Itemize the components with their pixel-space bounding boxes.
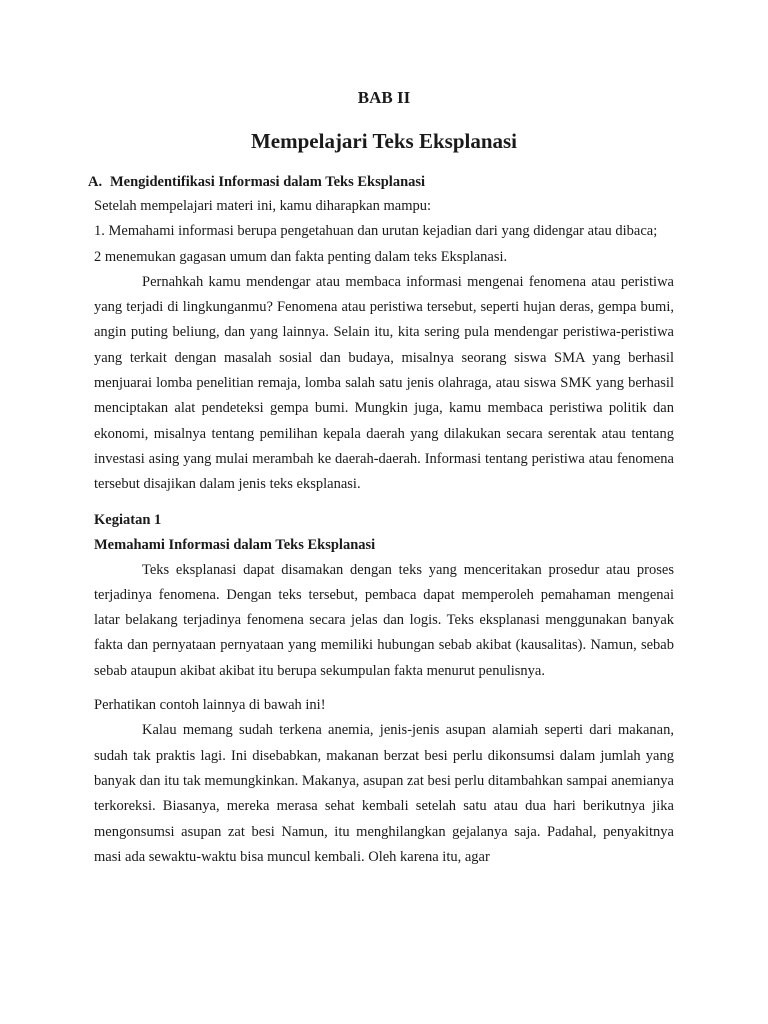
section-title: Mengidentifikasi Informasi dalam Teks Eksplanasi bbox=[110, 174, 426, 190]
activity-label: Kegiatan 1 bbox=[94, 511, 162, 528]
activity-title: Memahami Informasi dalam Teks Eksplanasi bbox=[94, 536, 376, 553]
objective-1: 1. Memahami informasi berupa pengetahuan dan urutan kejadian dari yang didengar atau dibaca; bbox=[94, 223, 658, 240]
paragraph-3: Kalau memang sudah terkena anemia, jenis-jenis asupan alamiah seperti dari makanan, sudah tak praktis lagi. Ini disebabkan, makanan berzat besi perlu dikonsumsi dalam jumlah yang banyak dan itu tak memungkinkan. Makanya, asupan zat besi perlu ditambahkan sampai anemianya terkoreksi. Biasanya, mereka merasa sehat kembali setelah satu atau dua hari berikutnya jika mengonsumsi asupan zat besi Namun, itu menghilangkan gejalanya saja. Padahal, penyakitnya masi ada sewaktu-waktu bisa muncul kembali. Oleh karena itu, agar bbox=[94, 722, 674, 865]
paragraph-1: Pernahkah kamu mendengar atau membaca informasi mengenai fenomena atau peristiwa yang terjadi di lingkunganmu? Fenomena atau peristiwa tersebut, seperti hujan deras, gempa bumi, angin puting beliung, dan yang lainnya. Selain itu, kita sering pula mendengar peristiwa-peristiwa yang terkait dengan masalah sosial dan budaya, misalnya seorang siswa SMA yang berhasil menjuarai lomba penelitian remaja, lomba salah satu jenis olahraga, atau siswa SMK yang berhasil menciptakan alat pendeteksi gempa bumi. Mungkin juga, kamu membaca peristiwa politik dan ekonomi, misalnya tentang pemilihan kepala daerah yang dilakukan secara serentak atau tentang investasi asing yang mulai merambah ke daerah-daerah. Informasi tentang peristiwa atau fenomena tersebut disajikan dalam jenis teks eksplanasi. bbox=[94, 273, 674, 493]
paragraph-2: Teks eksplanasi dapat disamakan dengan teks yang menceritakan prosedur atau proses terjadinya fenomena. Dengan teks tersebut, pembaca dapat memperoleh pemahaman mengenai latar belakang terjadinya fenomena secara jelas dan logis. Teks eksplanasi menggunakan banyak fakta dan pernyataan pernyataan yang memiliki hubungan sebab akibat (kausalitas). Namun, sebab sebab ataupun akibat akibat itu berupa sekumpulan fakta menurut penulisnya. bbox=[94, 561, 674, 679]
section-letter: A. bbox=[88, 174, 103, 190]
page-title: Mempelajari Teks Eksplanasi bbox=[250, 129, 518, 153]
section-heading bbox=[88, 170, 674, 194]
example-intro: Perhatikan contoh lainnya di bawah ini! bbox=[94, 697, 326, 714]
chapter-heading: BAB II bbox=[357, 88, 411, 107]
objective-2: 2 menemukan gagasan umum dan fakta penting dalam teks Eksplanasi. bbox=[94, 248, 508, 265]
intro-text: Setelah mempelajari materi ini, kamu diharapkan mampu: bbox=[94, 198, 432, 214]
